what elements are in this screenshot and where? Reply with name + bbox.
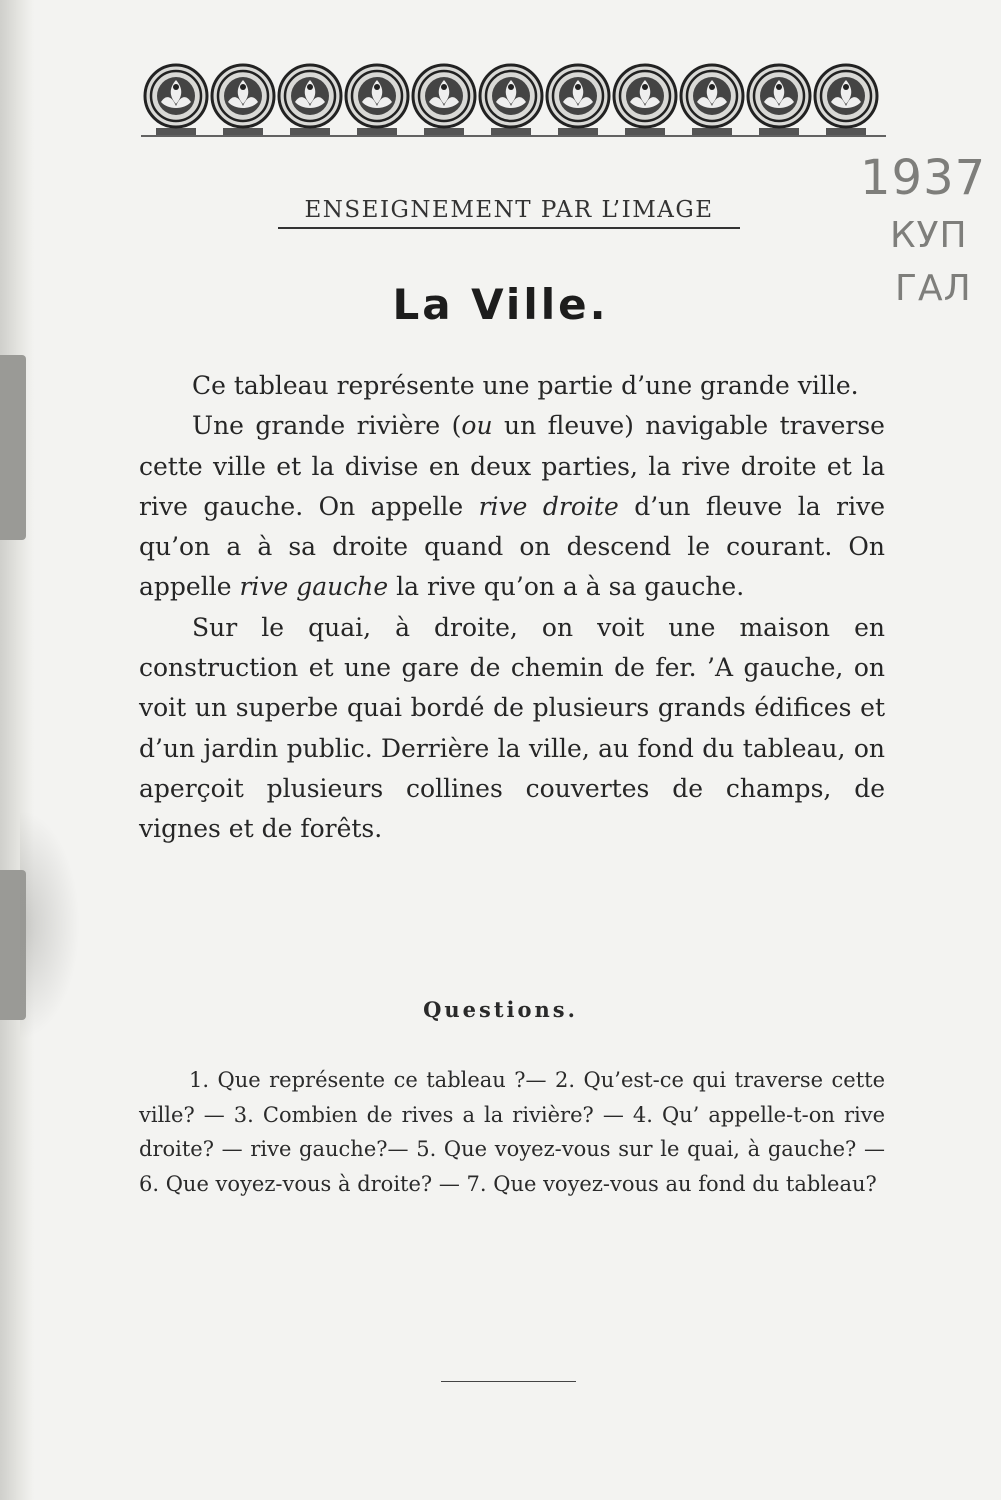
handwritten-note: КУП [890, 215, 968, 256]
paragraph: Une grande rivière (ou un fleuve) navigable traverse cette ville et la divise en deux parties, la rive droite et la rive gauche. On appelle rive droite d’un fleuve la rive qu’on a à sa droite quand on descend le courant. On appelle rive gauche la rive qu’on a à sa gauche. [139, 411, 885, 602]
ornament-medallion [145, 65, 207, 135]
ornament-medallion [480, 65, 542, 135]
ornament-medallion [614, 65, 676, 135]
ornament-medallion [413, 65, 475, 135]
italic-term: rive gauche [239, 572, 389, 602]
page-edge-shadow [0, 0, 34, 1500]
ornament-medallion [681, 65, 743, 135]
ornament-medallion [279, 65, 341, 135]
questions-text: 1. Que représente ce tableau ?— 2. Qu’est-ce qui traverse cette ville? — 3. Combien de rives a la rivière? — 4. Qu’ appelle-t-on rive droite? — rive gauche?— 5. Que voyez-vous sur le quai, à gauche? — 6. Que voyez-vous à droite? — 7. Que voyez-vous au fond du tableau? [139, 1068, 885, 1196]
italic-term: rive droite [478, 491, 619, 521]
questions-heading: Questions. [423, 997, 578, 1022]
paragraph: Ce tableau représente une partie d’une grande ville. [192, 371, 859, 400]
ornament-medallion [346, 65, 408, 135]
ornament-medallion [547, 65, 609, 135]
binding-clip-top [0, 355, 26, 540]
closing-rule [441, 1381, 576, 1382]
section-kicker: ENSEIGNEMENT PAR L’IMAGE [278, 197, 740, 229]
paragraph: Sur le quai, à droite, on voit une maison en construction et une gare de chemin de fer. ’A gauche, on voit un superbe quai bordé de plusieurs grands édifices et d’un jardin public. Derrière la ville, au fond du tableau, on aperçoit plusieurs collines couvertes de champs, de vignes et de forêts. [139, 612, 885, 844]
ornament-medallion [212, 65, 274, 135]
handwritten-year: 1937 [860, 150, 987, 206]
ornament-medallion [815, 65, 877, 135]
italic-term: ou [461, 411, 493, 441]
decorative-ornament-band [141, 60, 886, 140]
body-text [139, 366, 885, 850]
page-title: La Ville. [392, 280, 609, 329]
ornament-medallion [748, 65, 810, 135]
handwritten-note: ГАЛ [895, 268, 972, 309]
